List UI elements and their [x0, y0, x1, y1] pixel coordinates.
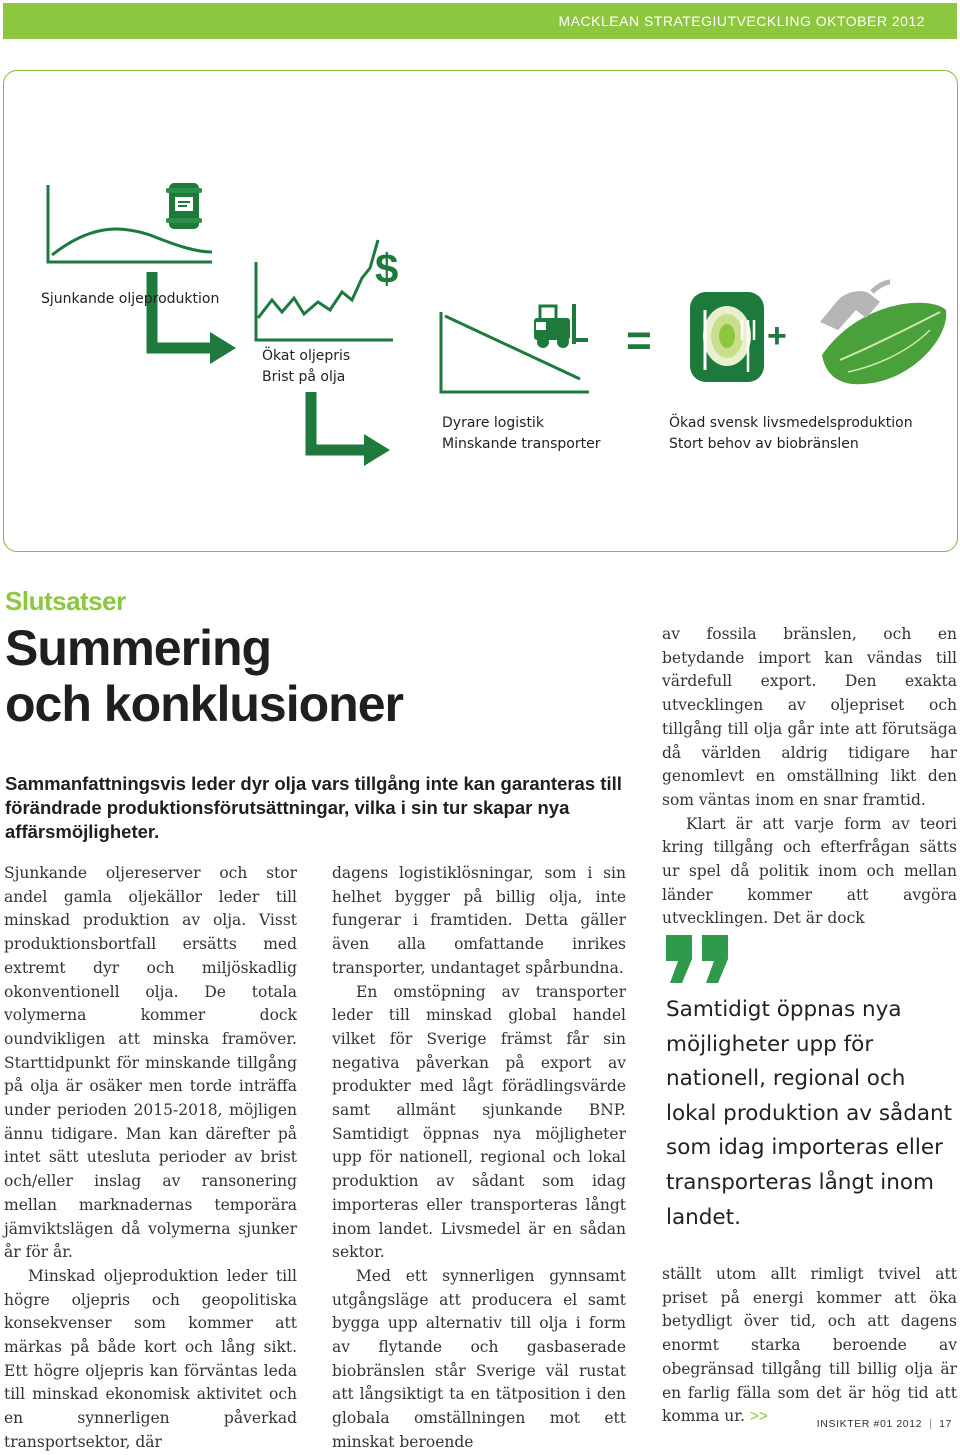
- col3-paragraph-3-text: ställt utom allt rimligt tvivel att priset på energi kommer att öka betydligt över tid, och att dagens enormt starka beroende av obegränsad tillgång till billig olja är en farlig fälla som det är hög tid att komma ur.: [662, 1265, 957, 1426]
- footer-magazine: INSIKTER #01 2012: [816, 1418, 923, 1430]
- step2-label-line1: Ökat oljepris: [262, 348, 351, 364]
- forklift-icon: [534, 304, 588, 348]
- col1-paragraph-2: Minskad oljeproduktion leder till högre oljepris och geopolitiska konsekvenser som kommer att märkas på både kort och lång sikt. Ett högre oljepris kan förväntas leda till minskad ekonomisk aktivitet och en synnerligen påverkad transportsektor, där: [4, 1266, 297, 1451]
- rising-price-graph: [256, 240, 393, 340]
- col1-paragraph-1: Sjunkande oljereserver och stor andel gamla oljekällor leder till minskad produktion av olja. Visst produktionsbortfall ersätts med extremt dyr och miljöskadlig okonventionell olja. De totala volymerna kommer dock oundvikligen att minska framöver. Starttidpunkt för minskande tillgång på olja är osäker men torde inträffa under perioden 2015-2018, möjligen ännu tidigare. Man kan därefter på intet sätt utesluta perioder av brist och/eller inslag av ransonering mellan marknadernas temporära jämviktslägen då volymerna sjunker år för år.: [4, 864, 297, 1262]
- text-column-2: [332, 862, 626, 1455]
- pull-quote: Samtidigt öppnas nya möjligheter upp för nationell, regional och lokal produktion av sådant som idag importeras eller transporteras långt inom landet.: [666, 997, 953, 1230]
- col3-paragraph-3: [662, 1263, 957, 1429]
- col3-paragraph-2: Klart är att varje form av teori kring tillgång och efterfrågan sätts ur spel då politik inom och mellan länder kommer att avgöra utvecklingen. Det är dock: [662, 814, 957, 928]
- title-line-2: och konklusioner: [5, 676, 403, 732]
- page-number: 17: [939, 1418, 952, 1430]
- result-label-line1: Ökad svensk livsmedelsproduktion: [669, 415, 913, 431]
- col2-paragraph-2: En omstöpning av transporter leder till minskad global handel vilket för Sverige främst får sin negativa påverkan på export av produkter med lågt förädlingsvärde samt allmänt sjunkande BNP. Samtidigt öppnas nya möjligheter upp för nationell, regional och lokal produktion av sådant som idag importeras eller transporteras långt inom landet. Livsmedel är en sådan sektor.: [332, 982, 626, 1262]
- flow-arrow-2: [311, 392, 390, 466]
- quote-mark-icon: [664, 933, 734, 985]
- page-title: [5, 620, 403, 732]
- plus-sign: +: [767, 317, 787, 355]
- col2-paragraph-1: dagens logistiklösningar, som i sin helhet bygger på billig olja, inte fungerar i framtiden. Detta gäller även alla omfattande inrikes transporter, undantaget spårbundna.: [332, 864, 626, 977]
- dollar-sign-icon: $: [375, 245, 399, 292]
- result-label-line2: Stort behov av biobränslen: [669, 436, 859, 452]
- text-column-3-bottom: [662, 1263, 957, 1429]
- continue-marker: >>: [749, 1408, 768, 1426]
- flow-arrow-1: [152, 272, 236, 364]
- text-column-3-top: [662, 623, 957, 931]
- oil-barrel-icon: [166, 183, 202, 229]
- equals-sign: =: [626, 316, 652, 365]
- ingress: Sammanfattningsvis leder dyr olja vars tillgång inte kan garanteras till förändrade produktionsförutsättningar, vilka i sin tur skapar nya affärsmöjligheter.: [5, 773, 622, 842]
- infographic-graphics: [0, 0, 960, 560]
- footer: [817, 1418, 952, 1430]
- step3-label-line1: Dyrare logistik: [442, 415, 544, 431]
- step3-label-line2: Minskande transporter: [442, 436, 601, 452]
- step1-label: Sjunkande oljeproduktion: [41, 291, 220, 307]
- section-label: Slutsatser: [5, 586, 126, 616]
- biofuel-leaf-icon: [820, 282, 946, 384]
- footer-divider: [930, 1419, 931, 1429]
- header-title: MACKLEAN STRATEGIUTVECKLING OKTOBER 2012: [558, 13, 925, 29]
- food-production-icon: [690, 292, 764, 382]
- col3-paragraph-1: av fossila bränslen, och en betydande import kan vändas till värdefull export. Den exakta utvecklingen av oljepriset och tillgång till olja går inte att förutsäga då världen aldrig tidigare har genomlevt en omställning likt den som väntas inom en snar framtid.: [662, 625, 957, 809]
- col2-paragraph-3: Med ett synnerligen gynnsamt utgångsläge att producera el samt bygga upp alternativ till olja i form av flytande och gasbaserade biobränslen står Sverige väl rustat att långsiktigt ta en tätposition i den globala omställningen mot ett minskat beroende: [332, 1266, 626, 1451]
- title-line-1: Summering: [5, 620, 272, 676]
- text-column-1: [4, 862, 297, 1455]
- step2-label-line2: Brist på olja: [262, 369, 346, 385]
